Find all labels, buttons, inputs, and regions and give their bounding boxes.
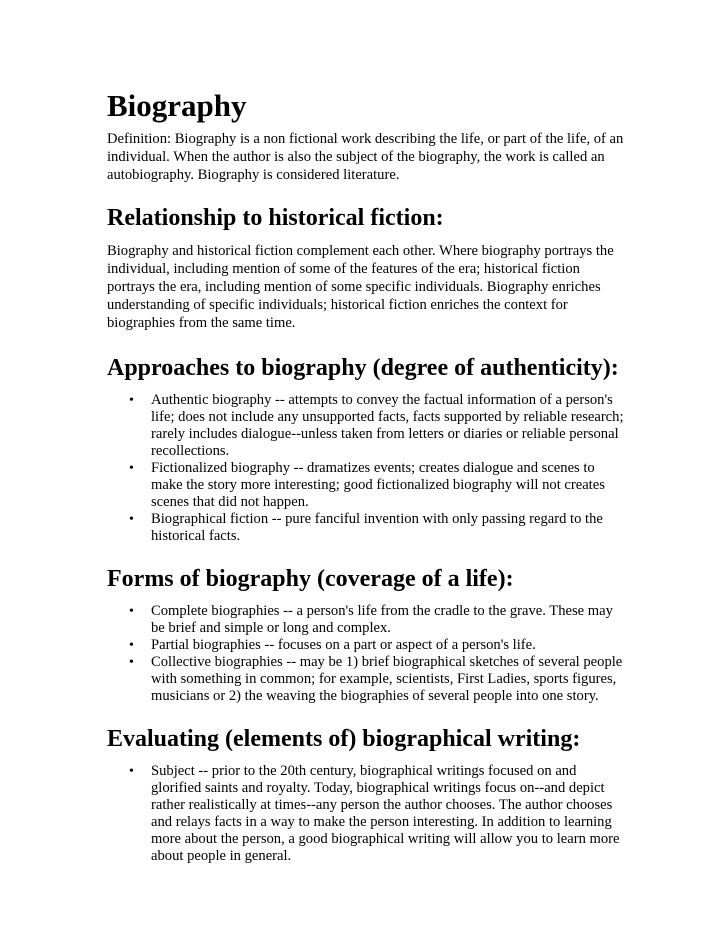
- heading-approaches: Approaches to biography (degree of authenticity):: [107, 355, 619, 381]
- relationship-paragraph: Biography and historical fiction complement each other. Where biography portrays the individual, including mention of some of the features of the era; historical fiction portrays the era, including mention of some specific individuals. Biography enriches understanding of specific individuals; historical fiction enriches the context for biographies from the same time.: [107, 243, 614, 331]
- list-item: • Authentic biography -- attempts to convey the factual information of a person's life; does not include any unsupported facts, facts supported by reliable research; rarely includes dialogue--unless taken from letters or diaries or reliable personal recollections.: [107, 392, 628, 460]
- list-item: • Partial biographies -- focuses on a part or aspect of a person's life.: [107, 637, 628, 654]
- list-item: • Collective biographies -- may be 1) brief biographical sketches of several people with something in common; for example, scientists, First Ladies, sports figures, musicians or 2) the weaving the biographies of several people into one story.: [107, 654, 628, 705]
- heading-forms: Forms of biography (coverage of a life):: [107, 566, 514, 592]
- page-title: Biography: [107, 88, 247, 123]
- evaluating-list: [107, 763, 628, 865]
- heading-relationship: Relationship to historical fiction:: [107, 205, 444, 231]
- definition-paragraph: Definition: Biography is a non fictional work describing the life, or part of the life, of an individual. When the author is also the subject of the biography, the work is called an autobiography. Biography is considered literature.: [107, 131, 624, 183]
- list-item: • Fictionalized biography -- dramatizes events; creates dialogue and scenes to make the story more interesting; good fictionalized biography will not creates scenes that did not happen.: [107, 460, 628, 511]
- list-item: • Subject -- prior to the 20th century, biographical writings focused on and glorified saints and royalty. Today, biographical writings focus on--and depict rather realistically at times--any person the author chooses. The author chooses and relays facts in a way to make the person interesting. In addition to learning more about the person, a good biographical writing will allow you to learn more about people in general.: [107, 763, 628, 865]
- list-item: • Complete biographies -- a person's life from the cradle to the grave. These may be brief and simple or long and complex.: [107, 603, 628, 637]
- heading-evaluating: Evaluating (elements of) biographical writing:: [107, 726, 581, 752]
- list-item: • Biographical fiction -- pure fanciful invention with only passing regard to the historical facts.: [107, 511, 628, 545]
- approaches-list: [107, 392, 628, 545]
- forms-list: [107, 603, 628, 705]
